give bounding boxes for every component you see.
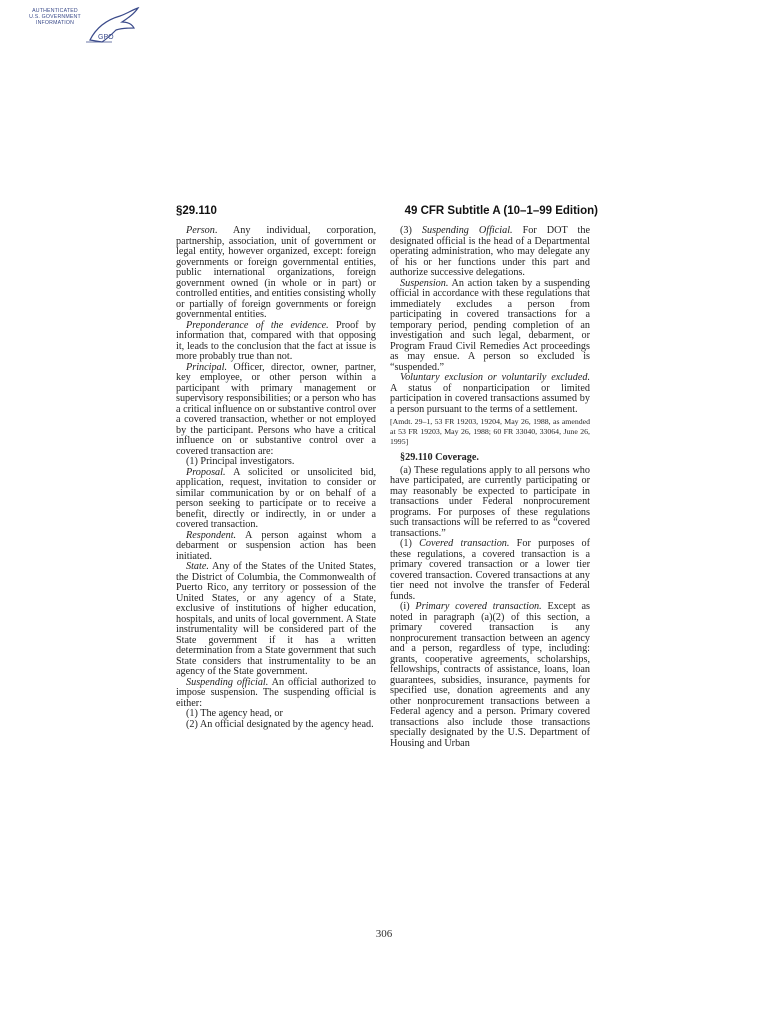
list-marker: (i) xyxy=(400,601,416,612)
definition-respondent xyxy=(176,531,376,563)
definition-state xyxy=(176,562,376,678)
term: Preponderance of the evidence. xyxy=(186,319,329,331)
list-item: (1) The agency head, or xyxy=(186,708,283,719)
term: Suspending Official. xyxy=(421,225,513,236)
running-title-header: 49 CFR Subtitle A (10–1–99 Edition) xyxy=(404,205,598,217)
term: Suspending official. xyxy=(186,676,269,688)
list-marker: (1) xyxy=(400,538,420,549)
term: Respondent. xyxy=(186,529,237,541)
definition-text: Any of the States of the United States, the District of Columbia, the Commonwealth of Puerto Rico, any territory or possession of the United States, or any agency of a State, exclusive of institutions of higher education, hospitals, and units of local government. A State instrumentality will be considered part of the State government if it has a written determination from a State government that such State considers that instrumentality to be an agency of the State government. xyxy=(176,561,376,677)
term: Principal. xyxy=(186,361,228,373)
term: Suspension. xyxy=(400,277,449,289)
list-marker: (3) xyxy=(400,225,422,236)
term: Voluntary exclusion or voluntarily excluded. xyxy=(400,372,590,383)
definition-voluntary-exclusion xyxy=(390,373,590,415)
amendment-citation: [Amdt. 29–1, 53 FR 19203, 19204, May 26, 1988, as amended at 53 FR 19203, May 26, 1988; 60 FR 33040, 33064, June 26, 1995] xyxy=(390,417,590,446)
definition-text: A solicited or unsolicited bid, application, request, invitation to consider or similar communication by or on behalf of a person seeking to participate or to receive a benefit, directly or indirectly, in or under a covered transaction. xyxy=(176,466,376,530)
list-item: (1) Principal investigators. xyxy=(186,456,295,467)
left-column xyxy=(176,226,376,730)
paragraph-a: (a) These regulations apply to all persons who have participated, are currently participating or may reasonably be expected to participate in transactions under Federal nonprocurement programs. For purposes of these regulations such transactions will be referred to as “covered transactions.” xyxy=(390,464,590,539)
definition-person xyxy=(176,226,376,321)
definition-text: A person against whom a debarment or suspension action has been initiated. xyxy=(176,529,376,562)
definition-text: For DOT the designated official is the head of a Departmental operating administration, who may delegate any of his or her functions under this part and authorize successive delegations. xyxy=(390,225,590,278)
list-item: (2) An official designated by the agency head. xyxy=(186,718,374,730)
definition-text: An official authorized to impose suspension. The suspending official is either: xyxy=(176,676,376,709)
definition-text: Proof by information that, compared with that opposing it, leads to the conclusion that the fact at issue is more probably true than not. xyxy=(176,319,377,362)
definition-suspending-official xyxy=(176,678,376,710)
seal-text xyxy=(22,8,88,26)
term: Person xyxy=(186,225,215,236)
definition-text: For purposes of these regulations, a covered transaction is a primary covered transaction or a lower tier covered transaction. Covered transactions at any tier need not involve the transfer of Federal funds. xyxy=(390,538,591,602)
term: Covered transaction. xyxy=(419,538,510,549)
definition-text: An action taken by a suspending official in accordance with these regulations that immediately excludes a person from participating in covered transactions for a temporary period, pending completion of an investigation and such legal, debarment, or Program Fraud Civil Remedies Act proceedings as may ensue. A person so excluded is “suspended.” xyxy=(390,277,590,373)
term: Primary covered transaction. xyxy=(415,601,542,612)
section-heading: §29.110 Coverage. xyxy=(400,452,479,463)
right-column xyxy=(390,226,590,749)
definition-suspension xyxy=(390,279,590,374)
seal-gpo-label: GPO xyxy=(98,34,114,41)
seal-line-3: INFORMATION xyxy=(35,20,75,26)
definition-preponderance xyxy=(176,321,376,363)
seal-line-2: U.S. GOVERNMENT xyxy=(29,14,81,20)
definition-text: Except as noted in paragraph (a)(2) of this section, a primary covered transaction is any nonprocurement transaction between an agency and a person, regardless of type, including: grants, cooperative agreements, scholarships, fellowships, contracts of assistance, loans, loan guarantees, subsidies, insurance, payments for specified use, donation agreements and any other nonprocurement transactions between a Federal agency and a person. Primary covered transactions also include those transactions specially designated by the U.S. Department of Housing and Urban xyxy=(390,601,590,749)
definition-text: A status of nonparticipation or limited participation in covered transactions assumed by a person pursuant to the terms of a settlement. xyxy=(390,382,590,415)
paragraph-covered-transaction xyxy=(390,539,590,602)
gpo-authentication-seal xyxy=(22,6,142,50)
seal-line-1: AUTHENTICATED xyxy=(32,8,78,14)
definition-principal xyxy=(176,363,376,458)
term: Proposal. xyxy=(186,466,226,478)
term: State. xyxy=(186,561,209,572)
section-number-header: §29.110 xyxy=(176,205,217,217)
definition-suspending-official-dot xyxy=(390,226,590,279)
paragraph-primary-covered-transaction xyxy=(390,602,590,749)
definition-text: Officer, director, owner, partner, key employee, or other person within a participant with primary management or supervisory responsibilities; or a person who has a critical influence on or substantive control over a covered transaction, whether or not employed by the participant. Persons who have a critical influence on or substantive control over a covered transaction are: xyxy=(176,361,376,457)
definition-text: . Any individual, corporation, partnership, association, unit of government or legal entity, however organized, except: foreign governments or foreign governmental entities, public international organizations, foreign government owned (in whole or in part) or controlled entities, and entities consisting wholly or partially of foreign governments or foreign governmental entities. xyxy=(176,225,376,320)
page-number: 306 xyxy=(375,928,393,940)
definition-proposal xyxy=(176,468,376,531)
